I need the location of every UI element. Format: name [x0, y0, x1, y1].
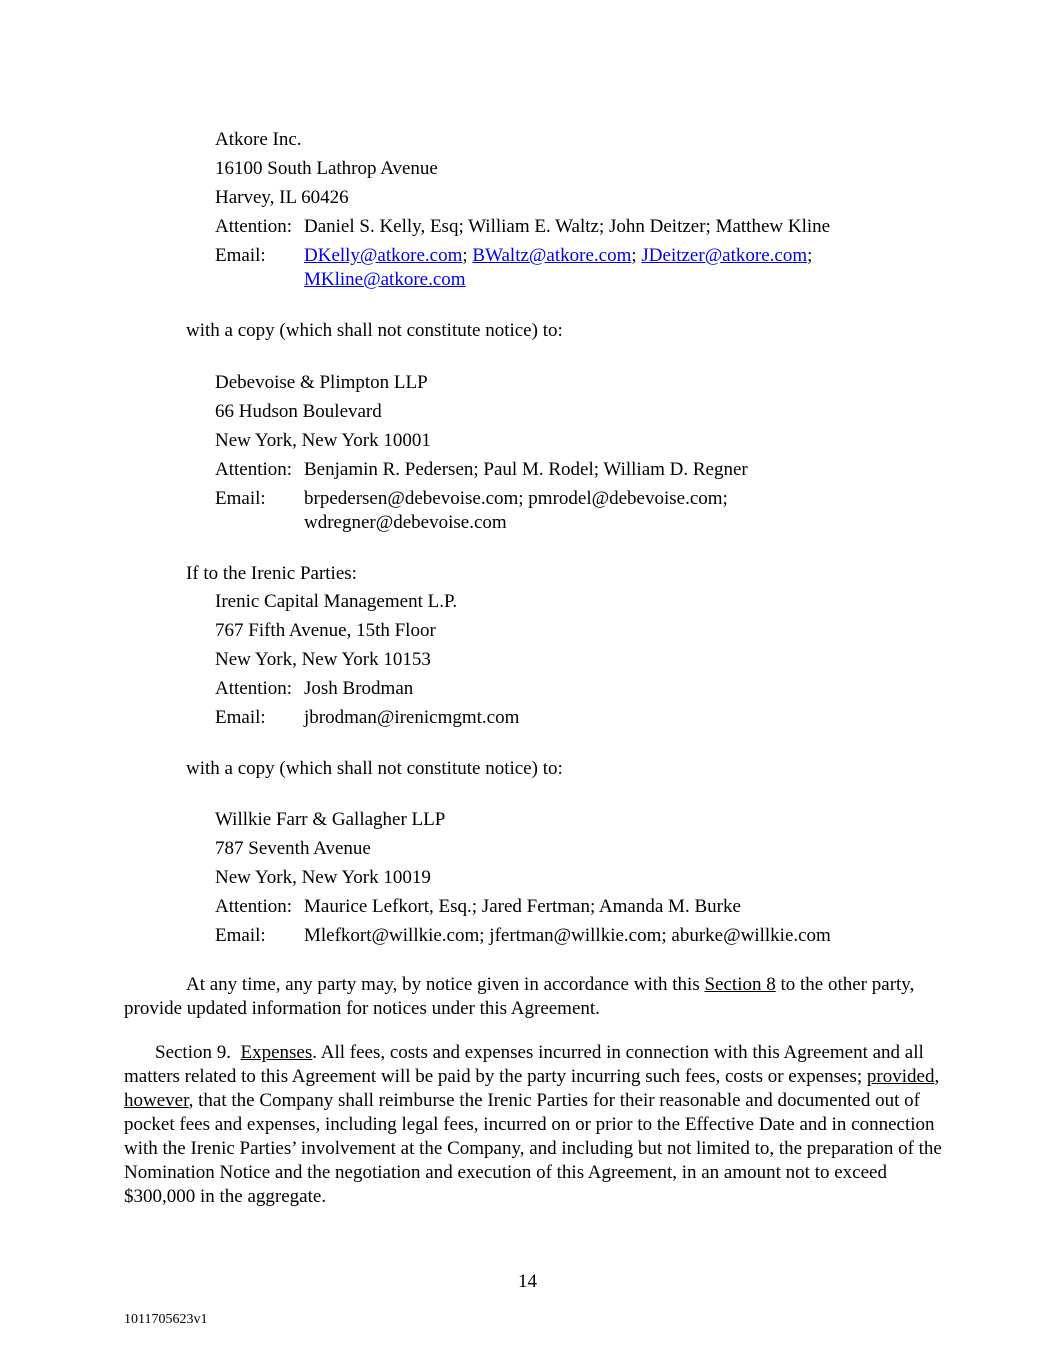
irenic-street: 767 Fifth Avenue, 15th Floor	[215, 620, 436, 641]
section-9-paragraph	[124, 1041, 944, 1209]
paragraph-text: ,	[934, 1066, 940, 1087]
document-id: 1011705623v1	[124, 1312, 208, 1327]
email-addresses: Mlefkort@willkie.com; jfertman@willkie.com; aburke@willkie.com	[304, 925, 831, 946]
however-term: however	[124, 1090, 189, 1111]
irenic-email	[215, 706, 519, 730]
company-city: Harvey, IL 60426	[215, 187, 349, 208]
irenic-counsel-name: Willkie Farr & Gallagher LLP	[215, 809, 446, 830]
section-reference: Section 8	[704, 974, 776, 995]
email-label: Email:	[215, 925, 266, 946]
attention-names: Maurice Lefkort, Esq.; Jared Fertman; Amanda M. Burke	[304, 896, 741, 917]
counsel-email	[215, 487, 728, 511]
paragraph-text: , that the Company shall reimburse the Irenic Parties for their reasonable and documented out of pocket fees and expenses, including legal fees, incurred on or prior to the Effective Date and in connection with the Irenic Parties’ involvement at the Company, and including but not limited to, the preparation of the Nomination Notice and the negotiation and execution of this Agreement, in an amount not to exceed $300,000 in the aggregate.	[124, 1090, 942, 1207]
company-attention	[215, 215, 830, 239]
attention-label: Attention:	[215, 896, 293, 917]
counsel-email-line2: wdregner@debevoise.com	[304, 512, 507, 533]
email-link-jdeitzer[interactable]: JDeitzer@atkore.com	[641, 245, 808, 266]
email-separator: ;	[807, 245, 813, 266]
email-separator: ;	[631, 245, 637, 266]
email-label: Email:	[215, 707, 266, 728]
company-email	[215, 244, 812, 268]
attention-label: Attention:	[215, 459, 293, 480]
company-email-line2	[304, 268, 466, 292]
email-link-mkline[interactable]: MKline@atkore.com	[304, 269, 466, 290]
provided-term: provided	[866, 1066, 935, 1087]
paragraph-text: to the other party, provide updated information for notices under this Agreement.	[124, 974, 915, 1019]
paragraph-text: At any time, any party may, by notice given in accordance with this	[186, 974, 705, 995]
counsel-street: 66 Hudson Boulevard	[215, 401, 382, 422]
email-link-dkelly[interactable]: DKelly@atkore.com	[304, 245, 463, 266]
counsel-city: New York, New York 10001	[215, 430, 431, 451]
email-label: Email:	[215, 245, 266, 266]
counsel-attention	[215, 458, 748, 482]
email-separator: ;	[462, 245, 468, 266]
attention-names: Benjamin R. Pedersen; Paul M. Rodel; William D. Regner	[304, 459, 748, 480]
section-number: Section 9.	[155, 1042, 231, 1063]
page-number: 14	[518, 1271, 537, 1292]
email-addresses: jbrodman@irenicmgmt.com	[304, 707, 520, 728]
attention-label: Attention:	[215, 678, 293, 699]
attention-names: Josh Brodman	[304, 678, 414, 699]
irenic-counsel-city: New York, New York 10019	[215, 867, 431, 888]
copy-note-2: with a copy (which shall not constitute notice) to:	[186, 758, 563, 779]
attention-names: Daniel S. Kelly, Esq; William E. Waltz; John Deitzer; Matthew Kline	[304, 216, 831, 237]
section-title: Expenses	[240, 1042, 313, 1063]
irenic-city: New York, New York 10153	[215, 649, 431, 670]
irenic-counsel-email	[215, 924, 831, 948]
email-label: Email:	[215, 488, 266, 509]
company-street: 16100 South Lathrop Avenue	[215, 158, 438, 179]
attention-label: Attention:	[215, 216, 293, 237]
update-paragraph	[124, 973, 944, 1021]
paragraph-text: . All fees, costs and expenses incurred in connection with this Agreement and all matters related to this Agreement will be paid by the party incurring such fees, costs or expenses;	[124, 1042, 924, 1087]
counsel-name: Debevoise & Plimpton LLP	[215, 372, 428, 393]
irenic-intro: If to the Irenic Parties:	[186, 563, 357, 584]
email-link-bwaltz[interactable]: BWaltz@atkore.com	[472, 245, 632, 266]
irenic-counsel-attention	[215, 895, 741, 919]
copy-note-1: with a copy (which shall not constitute notice) to:	[186, 320, 563, 341]
email-addresses: brpedersen@debevoise.com; pmrodel@debevoise.com;	[304, 488, 728, 509]
irenic-counsel-street: 787 Seventh Avenue	[215, 838, 371, 859]
irenic-attention	[215, 677, 413, 701]
company-name: Atkore Inc.	[215, 129, 302, 150]
irenic-name: Irenic Capital Management L.P.	[215, 591, 458, 612]
